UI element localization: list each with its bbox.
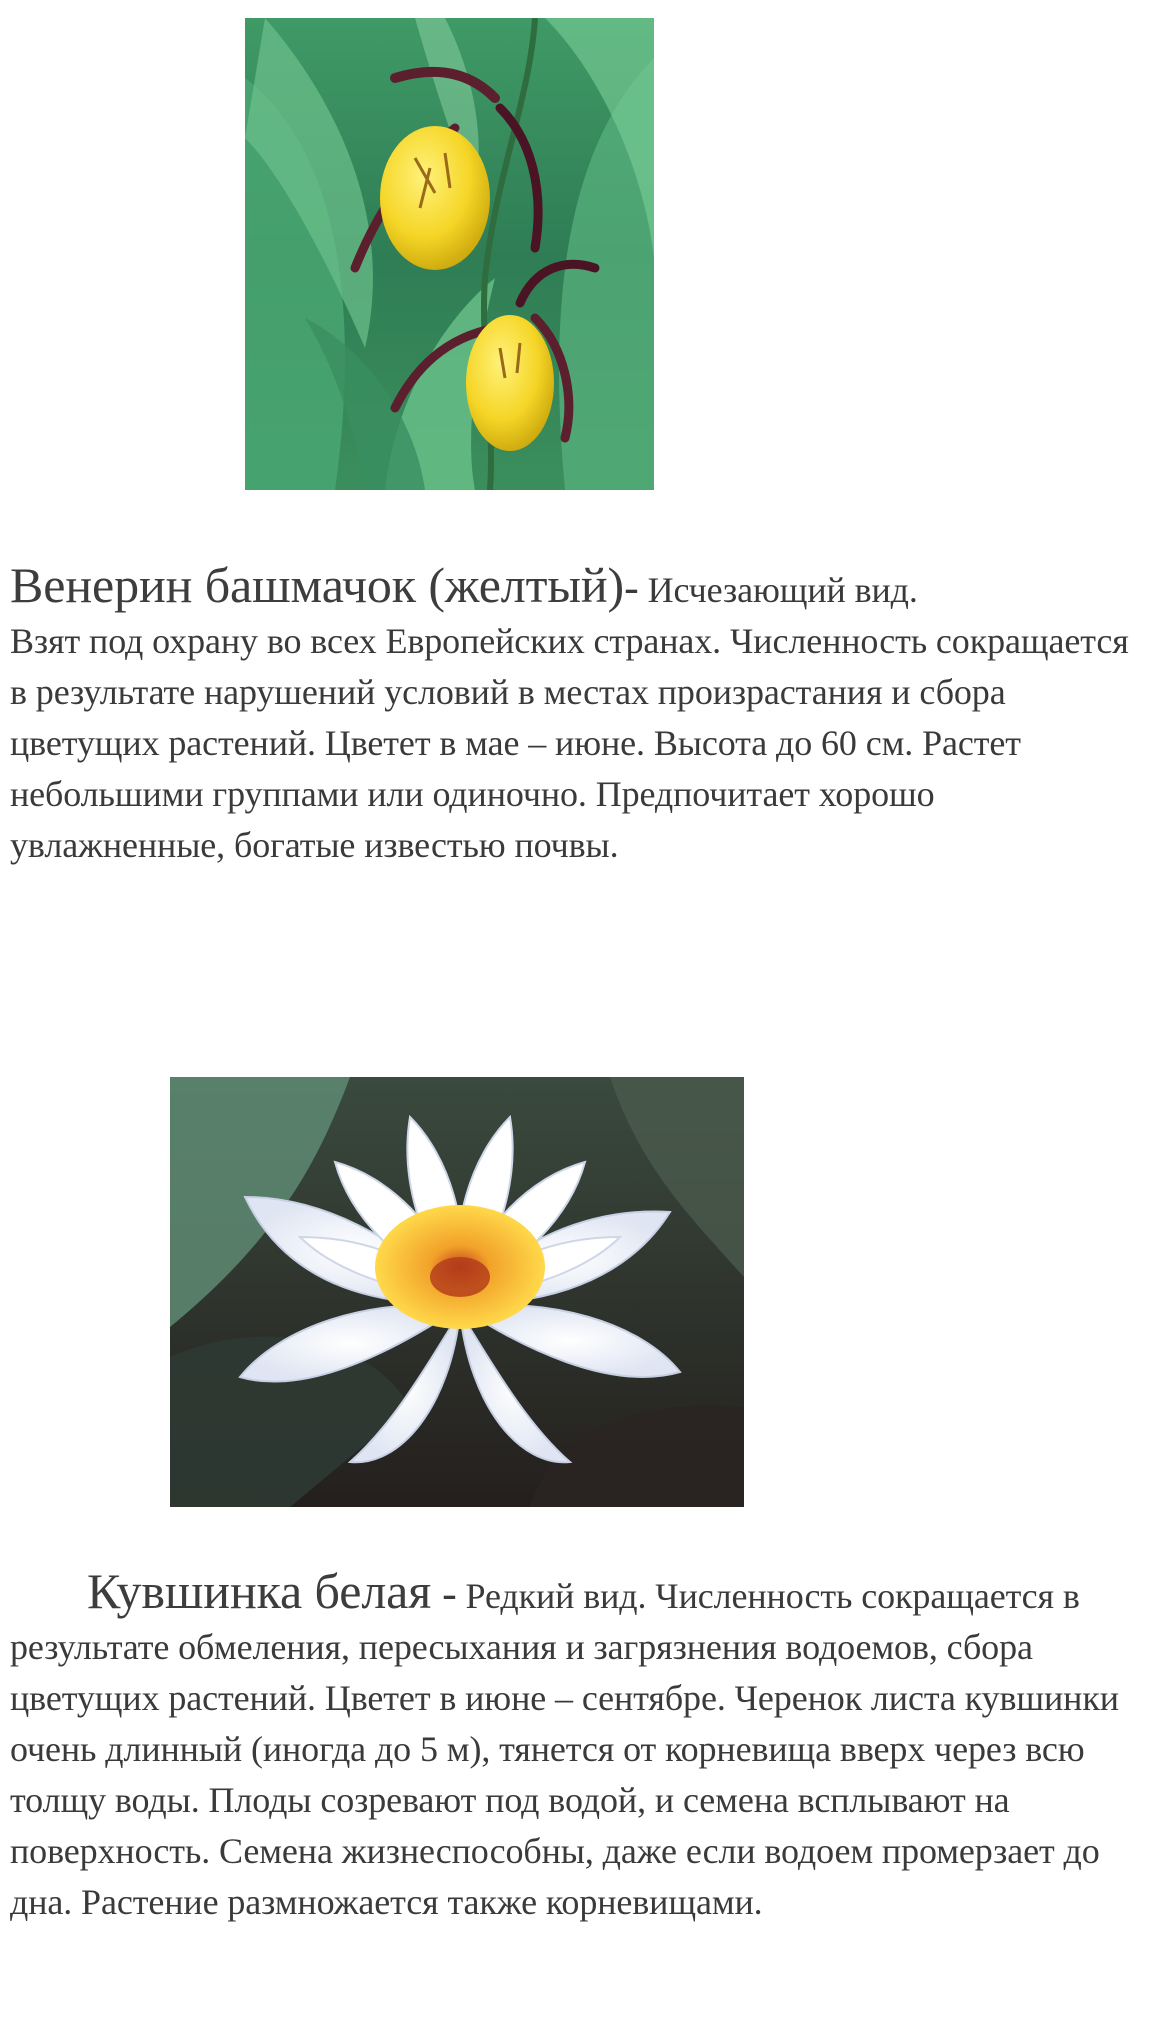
entry-body: Численность сокращается в результате обмеления, пересыхания и загрязнения водоемов, сбора цветущих растений. Цветет в июне – сентябре. Черенок листа кувшинки очень длинный (иногда до 5 м), тянется от корневища вверх через всю толщу воды. Плоды созревают под водой, и семена всплывают на поверхность. Семена жизнеспособны, даже если водоем промерзает до дна. Растение размножается также корневищами. — [10, 1576, 1119, 1922]
entry-water-lily — [10, 1563, 1146, 1928]
entry-title: Кувшинка белая — [87, 1563, 432, 1619]
status-lead: Исчезающий вид. — [638, 570, 918, 610]
title-dash: - — [431, 1569, 457, 1618]
title-dash: - — [624, 563, 639, 612]
lady-slipper-illustration — [245, 18, 654, 490]
entry-body: Взят под охрану во всех Европейских странах. Численность сокращается в результате нарушений условий в местах произрастания и сбора цветущих растений. Цветет в мае – июне. Высота до 60 см. Растет небольшими группами или одиночно. Предпочитает хорошо увлажненные, богатые известью почвы. — [10, 621, 1129, 865]
photo-lady-slipper — [245, 18, 654, 490]
entry-title: Венерин башмачок (желтый) — [10, 557, 625, 613]
entry-lady-slipper — [10, 557, 1146, 871]
photo-water-lily — [170, 1077, 744, 1507]
water-lily-illustration — [170, 1077, 744, 1507]
status-lead: Редкий вид. — [456, 1576, 647, 1616]
